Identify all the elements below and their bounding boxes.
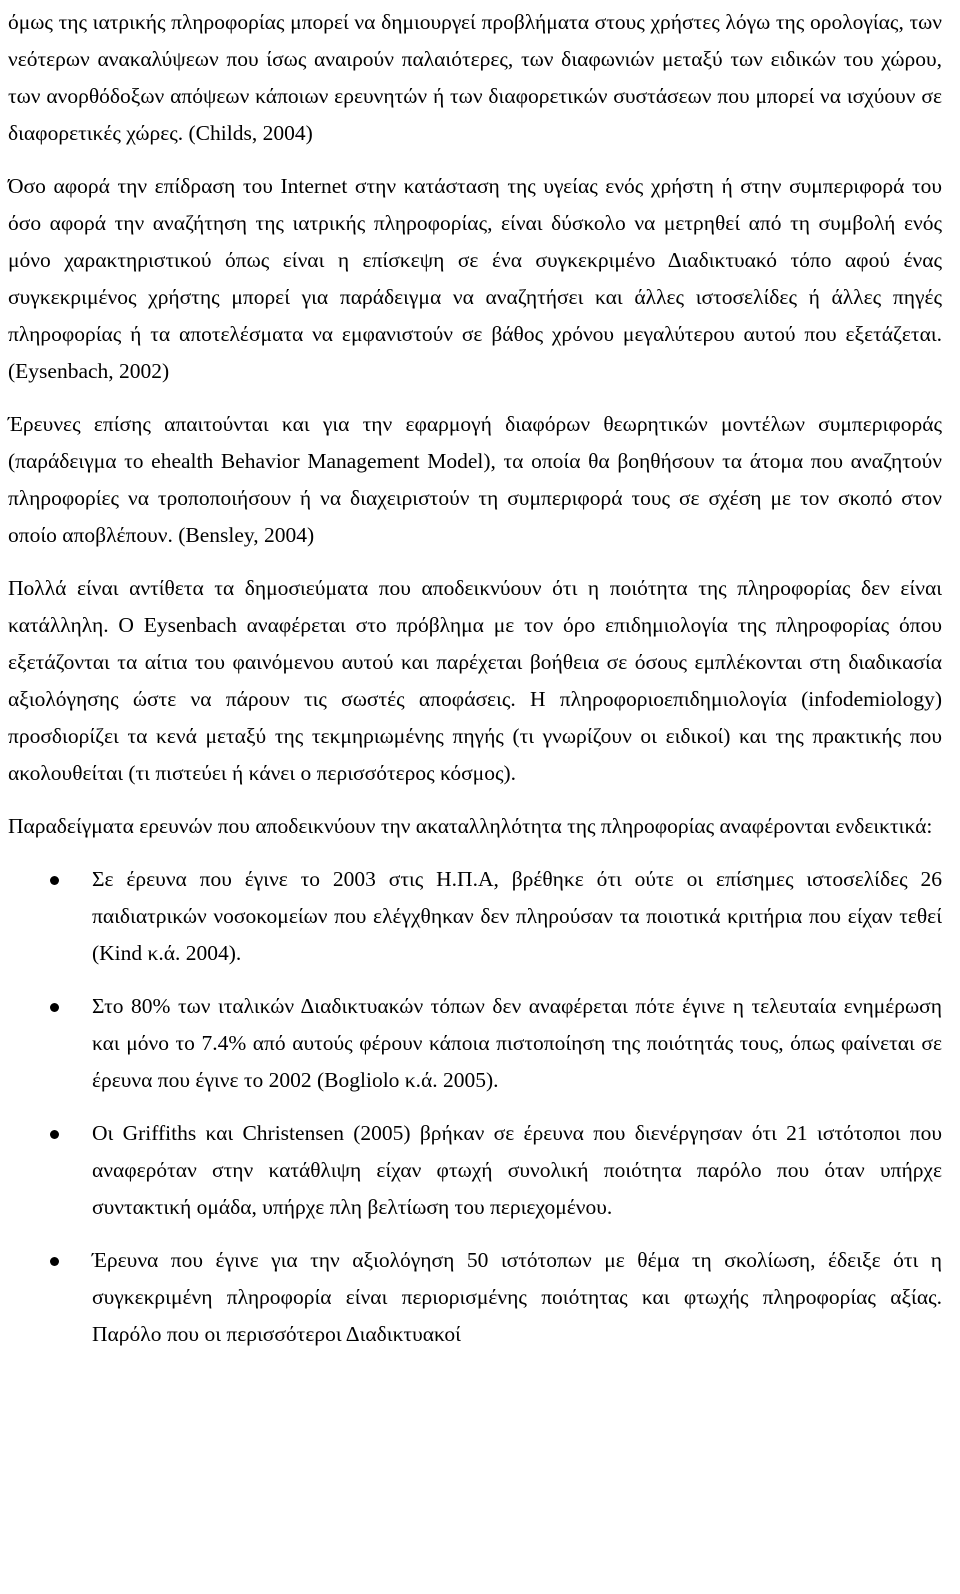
- paragraph-bensley: Έρευνες επίσης απαιτούνται και για την εφαρμογή διαφόρων θεωρητικών μοντέλων συμπεριφοράς (παράδειγμα το ehealth Behavior Management Model), τα οποία θα βοηθήσουν τα άτομα που αναζητούν πληροφορίες να τροποποιήσουν ή να διαχειριστούν τη συμπεριφορά τους σε σχέση με τον σκοπό στον οποίο αποβλέπουν. (Bensley, 2004): [8, 412, 942, 547]
- examples-list: [8, 861, 942, 1353]
- list-item-text: Οι Griffiths και Christensen (2005) βρήκαν σε έρευνα που διενέργησαν ότι 21 ιστότοποι που αναφερόταν στην κατάθλιψη είχαν φτωχή συνολική ποιότητα παρόλο που όταν υπήρχε συντακτική ομάδα, υπήρχε πλη βελτίωση του περιεχομένου.: [92, 1121, 942, 1219]
- paragraph-eysenbach-2002: Όσο αφορά την επίδραση του Internet στην κατάσταση της υγείας ενός χρήστη ή στην συμπεριφορά του όσο αφορά την αναζήτηση της ιατρικής πληροφορίας, είναι δύσκολο να μετρηθεί από τη συμβολή ενός μόνο χαρακτηριστικού όπως είναι η επίσκεψη σε ένα συγκεκριμένο Διαδικτυακό τόπο αφού ένας συγκεκριμένος χρήστης μπορεί για παράδειγμα να αναζητήσει και άλλες ιστοσελίδες ή άλλες πηγές πληροφορίας ή τα αποτελέσματα να εμφανιστούν σε βάθος χρόνου μεγαλύτερου αυτού που εξετάζεται. (Eysenbach, 2002): [8, 174, 942, 383]
- bullet-icon: [50, 1003, 59, 1012]
- list-item-text: Στο 80% των ιταλικών Διαδικτυακών τόπων δεν αναφέρεται πότε έγινε η τελευταία ενημέρωση και μόνο το 7.4% από αυτούς φέρουν κάποια πιστοποίηση της ποιότητάς τους, όπως φαίνεται σε έρευνα που έγινε το 2002 (Bogliolo κ.ά. 2005).: [92, 994, 942, 1092]
- bullet-icon: [50, 1257, 59, 1266]
- bullet-icon: [50, 876, 59, 885]
- list-item: [8, 988, 942, 1099]
- list-item: [8, 861, 942, 972]
- paragraph-examples-intro: Παραδείγματα ερευνών που αποδεικνύουν την ακαταλληλότητα της πληροφορίας αναφέρονται ενδεικτικά:: [8, 814, 933, 838]
- list-item-text: Σε έρευνα που έγινε το 2003 στις Η.Π.Α, βρέθηκε ότι ούτε οι επίσημες ιστοσελίδες 26 παιδιατρικών νοσοκομείων που ελέγχθηκαν δεν πληρούσαν τα ποιοτικά κριτήρια που είχαν τεθεί (Kind κ.ά. 2004).: [92, 867, 942, 965]
- paragraph-infodemiology: Πολλά είναι αντίθετα τα δημοσιεύματα που αποδεικνύουν ότι η ποιότητα της πληροφορίας δεν είναι κατάλληλη. Ο Eysenbach αναφέρεται στο πρόβλημα με τον όρο επιδημιολογία της πληροφορίας όπου εξετάζονται τα αίτια του φαινόμενου αυτού και παρέχεται βοήθεια σε όσους εμπλέκονται στη διαδικασία αξιολόγησης ώστε να πάρουν τις σωστές αποφάσεις. Η πληροφοριοεπιδημιολογία (infodemiology) προσδιορίζει τα κενά μεταξύ της τεκμηριωμένης πηγής (τι γνωρίζουν οι ειδικοί) και της πρακτικής που ακολουθείται (τι πιστεύει ή κάνει ο περισσότερος κόσμος).: [8, 576, 942, 785]
- list-item-text: Έρευνα που έγινε για την αξιολόγηση 50 ιστότοπων με θέμα τη σκολίωση, έδειξε ότι η συγκεκριμένη πληροφορία είναι περιορισμένης ποιότητας και φτωχής πληροφορίας αξίας. Παρόλο που οι περισσότεροι Διαδικτυακοί: [92, 1248, 942, 1346]
- bullet-icon: [50, 1130, 59, 1139]
- paragraph-childs: όμως της ιατρικής πληροφορίας μπορεί να δημιουργεί προβλήματα στους χρήστες λόγω της ορολογίας, των νεότερων ανακαλύψεων που ίσως αναιρούν παλαιότερες, των διαφωνιών μεταξύ των ειδικών του χώρου, των ανορθόδοξων απόψεων κάποιων ερευνητών ή των διαφορετικών συστάσεων που μπορεί να ισχύουν σε διαφορετικές χώρες. (Childs, 2004): [8, 10, 942, 145]
- list-item: [8, 1115, 942, 1226]
- list-item: [8, 1242, 942, 1353]
